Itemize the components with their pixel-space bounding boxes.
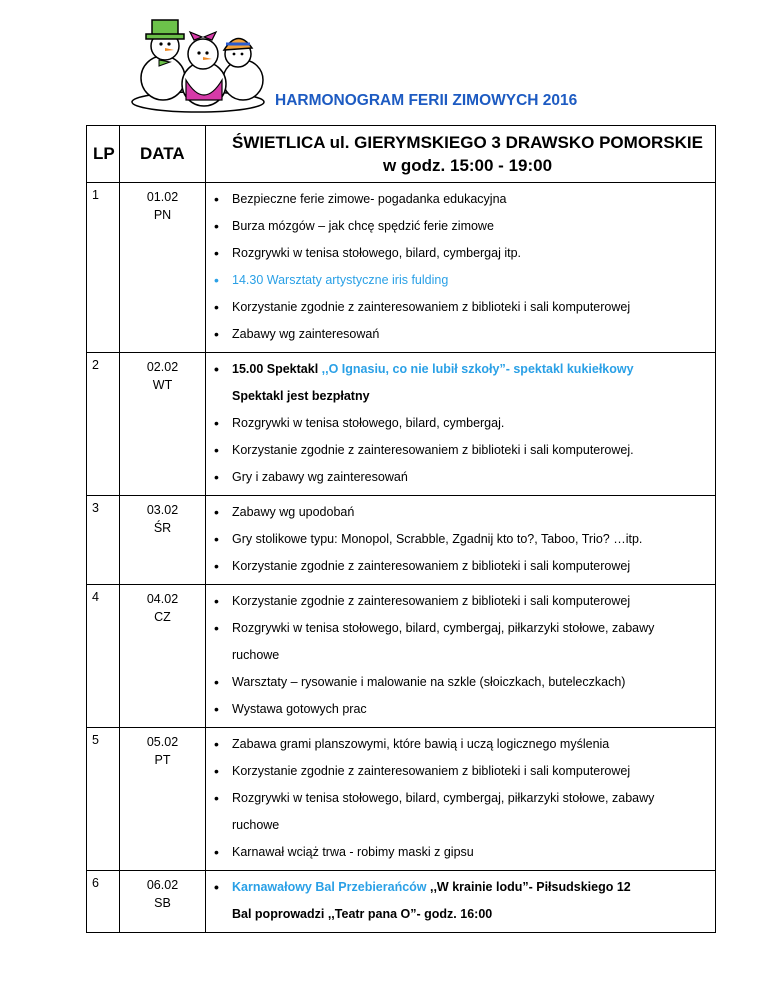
table-row — [87, 183, 716, 353]
list-item: • Rozgrywki w tenisa stołowego, bilard, cymbergaj, piłkarzyki stołowe, zabawy — [212, 615, 711, 642]
list-item: • Karnawał wciąż trwa - robimy maski z gipsu — [212, 839, 711, 866]
spectacle-title: ,,O Ignasiu, co nie lubił szkoły”- spektakl kukiełkowy — [321, 362, 634, 376]
row-activities — [206, 353, 716, 496]
list-item: • Zabawy wg zainteresowań — [212, 321, 711, 348]
row-activities — [206, 496, 716, 585]
list-item: • Gry i zabawy wg zainteresowań — [212, 464, 711, 491]
list-item: ruchowe — [232, 818, 280, 832]
table-header-row — [87, 126, 716, 183]
row-date: 06.02 SB — [120, 871, 206, 933]
row-date: 02.02 WT — [120, 353, 206, 496]
ball-location: ,,W krainie lodu”- Piłsudskiego 12 — [426, 880, 631, 894]
list-item: • Wystawa gotowych prac — [212, 696, 711, 723]
ball-name: Karnawałowy Bal Przebierańców — [232, 880, 427, 894]
list-item: • Zabawy wg upodobań — [212, 499, 711, 526]
page-title: HARMONOGRAM FERII ZIMOWYCH 2016 — [275, 92, 578, 109]
list-item: • Korzystanie zgodnie z zainteresowaniem z biblioteki i sali komputerowej. — [212, 437, 711, 464]
row-lp: 2 — [87, 353, 120, 496]
list-item — [212, 874, 711, 901]
list-item: • Rozgrywki w tenisa stołowego, bilard, cymbergaj. — [212, 410, 711, 437]
header-venue — [206, 126, 716, 183]
table-row — [87, 871, 716, 933]
header-date: DATA — [120, 126, 206, 183]
row-activities — [206, 585, 716, 728]
spectacle-time: 15.00 Spektakl — [232, 362, 322, 376]
header-lp: LP — [87, 126, 120, 183]
venue-line-1: ŚWIETLICA ul. GIERYMSKIEGO 3 DRAWSKO POMORSKIE — [232, 133, 703, 152]
list-item: • Gry stolikowe typu: Monopol, Scrabble, Zgadnij kto to?, Taboo, Trio? …itp. — [212, 526, 711, 553]
row-lp: 3 — [87, 496, 120, 585]
list-item: Bal poprowadzi ,,Teatr pana O”- godz. 16:00 — [232, 907, 493, 921]
schedule-table — [86, 125, 716, 933]
list-item: • Burza mózgów – jak chcę spędzić ferie zimowe — [212, 213, 711, 240]
list-item: • Rozgrywki w tenisa stołowego, bilard, cymbergaj, piłkarzyki stołowe, zabawy — [212, 785, 711, 812]
row-date: 05.02 PT — [120, 728, 206, 871]
venue-line-2: w godz. 15:00 - 19:00 — [382, 156, 553, 175]
row-date: 01.02 PN — [120, 183, 206, 353]
row-activities — [206, 728, 716, 871]
row-activities — [206, 871, 716, 933]
list-item: ruchowe — [232, 648, 280, 662]
list-item: • Korzystanie zgodnie z zainteresowaniem z biblioteki i sali komputerowej — [212, 588, 711, 615]
list-item: • Korzystanie zgodnie z zainteresowaniem z biblioteki i sali komputerowej — [212, 294, 711, 321]
row-lp: 6 — [87, 871, 120, 933]
list-item: • 14.30 Warsztaty artystyczne iris fulding — [212, 267, 711, 294]
snowmen-logo — [128, 10, 268, 114]
list-item: • Korzystanie zgodnie z zainteresowaniem z biblioteki i sali komputerowej — [212, 553, 711, 580]
table-row — [87, 353, 716, 496]
list-item: Spektakl jest bezpłatny — [232, 389, 370, 403]
row-lp: 1 — [87, 183, 120, 353]
row-date: 04.02 CZ — [120, 585, 206, 728]
table-row — [87, 728, 716, 871]
list-item: • Korzystanie zgodnie z zainteresowaniem z biblioteki i sali komputerowej — [212, 758, 711, 785]
list-item: • Rozgrywki w tenisa stołowego, bilard, cymbergaj itp. — [212, 240, 711, 267]
table-row — [87, 585, 716, 728]
row-activities — [206, 183, 716, 353]
list-item: • Zabawa grami planszowymi, które bawią i uczą logicznego myślenia — [212, 731, 711, 758]
list-item: • Warsztaty – rysowanie i malowanie na szkle (słoiczkach, buteleczkach) — [212, 669, 711, 696]
row-date: 03.02 ŚR — [120, 496, 206, 585]
row-lp: 5 — [87, 728, 120, 871]
table-row — [87, 496, 716, 585]
list-item: • Bezpieczne ferie zimowe- pogadanka edukacyjna — [212, 186, 711, 213]
list-item — [212, 356, 711, 383]
row-lp: 4 — [87, 585, 120, 728]
